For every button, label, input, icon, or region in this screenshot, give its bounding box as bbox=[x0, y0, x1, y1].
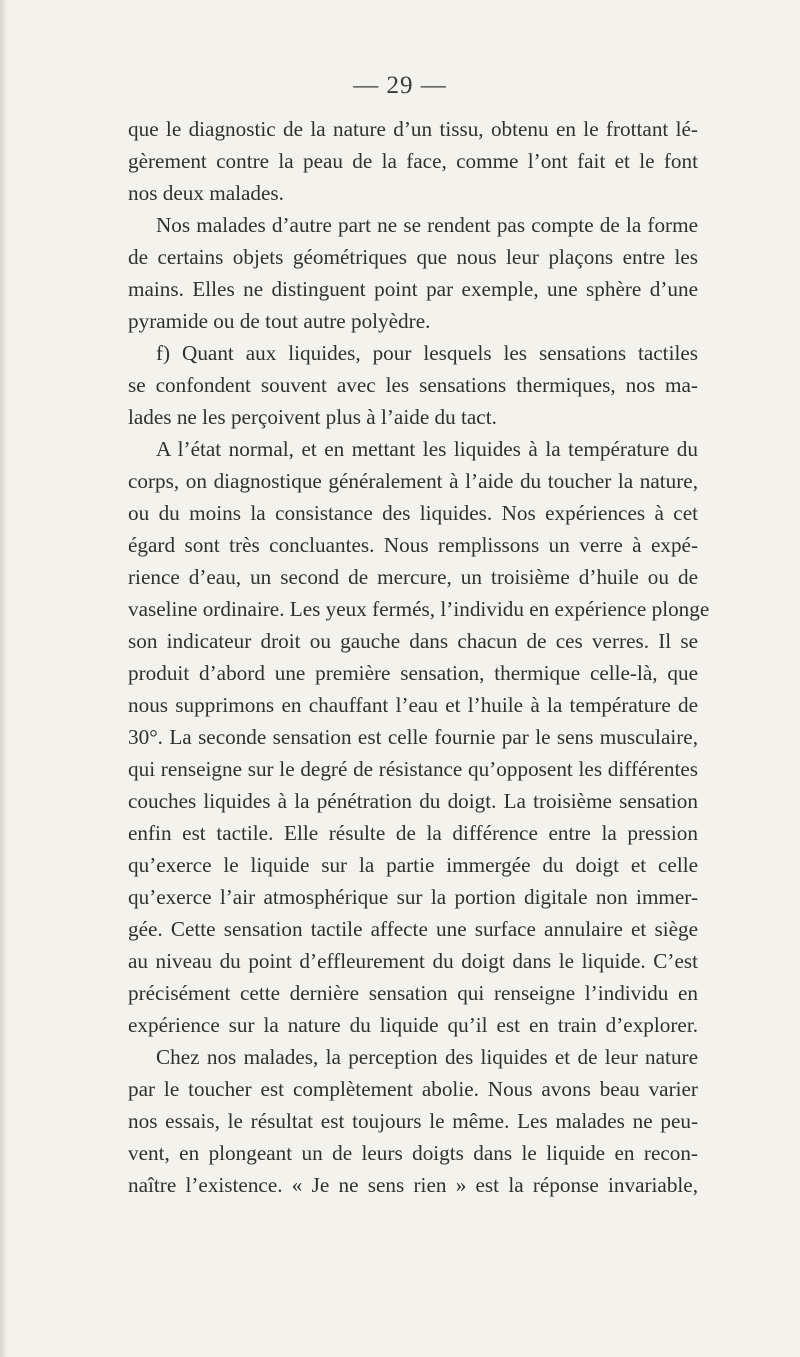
text-line: égard sont très concluantes. Nous remplissons un verre à expé- bbox=[128, 533, 698, 557]
text-line: son indicateur droit ou gauche dans chacun de ces verres. Il se bbox=[128, 629, 698, 653]
text-line: précisément cette dernière sensation qui renseigne l’individu en bbox=[128, 981, 698, 1005]
text-line: qui renseigne sur le degré de résistance qu’opposent les différentes bbox=[128, 757, 698, 781]
text-line: produit d’abord une première sensation, thermique celle-là, que bbox=[128, 661, 698, 685]
text-line: couches liquides à la pénétration du doigt. La troisième sensation bbox=[128, 789, 698, 813]
text-line: corps, on diagnostique généralement à l’aide du toucher la nature, bbox=[128, 469, 698, 493]
text-line: pyramide ou de tout autre polyèdre. bbox=[128, 309, 431, 333]
text-line: par le toucher est complètement abolie. Nous avons beau varier bbox=[128, 1077, 698, 1101]
page-edge-shadow bbox=[0, 0, 8, 1357]
text-line: qu’exerce le liquide sur la partie immergée du doigt et celle bbox=[128, 853, 698, 877]
text-line: expérience sur la nature du liquide qu’il est en train d’explorer. bbox=[128, 1013, 698, 1037]
text-line: nos essais, le résultat est toujours le même. Les malades ne peu- bbox=[128, 1109, 698, 1133]
text-line: vent, en plongeant un de leurs doigts dans le liquide en recon- bbox=[128, 1141, 698, 1165]
text-line: f) Quant aux liquides, pour lesquels les sensations tactiles bbox=[156, 341, 698, 365]
text-line: gèrement contre la peau de la face, comme l’ont fait et le font bbox=[128, 149, 698, 173]
text-line: qu’exerce l’air atmosphérique sur la portion digitale non immer- bbox=[128, 885, 698, 909]
text-line: de certains objets géométriques que nous leur plaçons entre les bbox=[128, 245, 698, 269]
text-line: nos deux malades. bbox=[128, 181, 284, 205]
text-line: que le diagnostic de la nature d’un tissu, obtenu en le frottant lé- bbox=[128, 117, 698, 141]
text-line: Chez nos malades, la perception des liquides et de leur nature bbox=[156, 1045, 698, 1069]
text-line: ou du moins la consistance des liquides. Nos expériences à cet bbox=[128, 501, 698, 525]
text-line: Nos malades d’autre part ne se rendent pas compte de la forme bbox=[156, 213, 698, 237]
text-line: mains. Elles ne distinguent point par exemple, une sphère d’une bbox=[128, 277, 698, 301]
text-line: au niveau du point d’effleurement du doigt dans le liquide. C’est bbox=[128, 949, 698, 973]
text-line: naître l’existence. « Je ne sens rien » est la réponse invariable, bbox=[128, 1173, 698, 1197]
text-line: A l’état normal, et en mettant les liquides à la température du bbox=[156, 437, 698, 461]
text-line: nous supprimons en chauffant l’eau et l’huile à la température de bbox=[128, 693, 698, 717]
text-line: se confondent souvent avec les sensations thermiques, nos ma- bbox=[128, 373, 698, 397]
text-line: lades ne les perçoivent plus à l’aide du tact. bbox=[128, 405, 497, 429]
text-line: vaseline ordinaire. Les yeux fermés, l’individu en expérience plonge bbox=[128, 597, 710, 621]
text-line: enfin est tactile. Elle résulte de la différence entre la pression bbox=[128, 821, 698, 845]
page-number: — 29 — bbox=[353, 72, 447, 99]
text-line: 30°. La seconde sensation est celle fournie par le sens musculaire, bbox=[128, 725, 698, 749]
text-line: gée. Cette sensation tactile affecte une surface annulaire et siège bbox=[128, 917, 698, 941]
text-line: rience d’eau, un second de mercure, un troisième d’huile ou de bbox=[128, 565, 698, 589]
body-text bbox=[128, 113, 710, 1201]
